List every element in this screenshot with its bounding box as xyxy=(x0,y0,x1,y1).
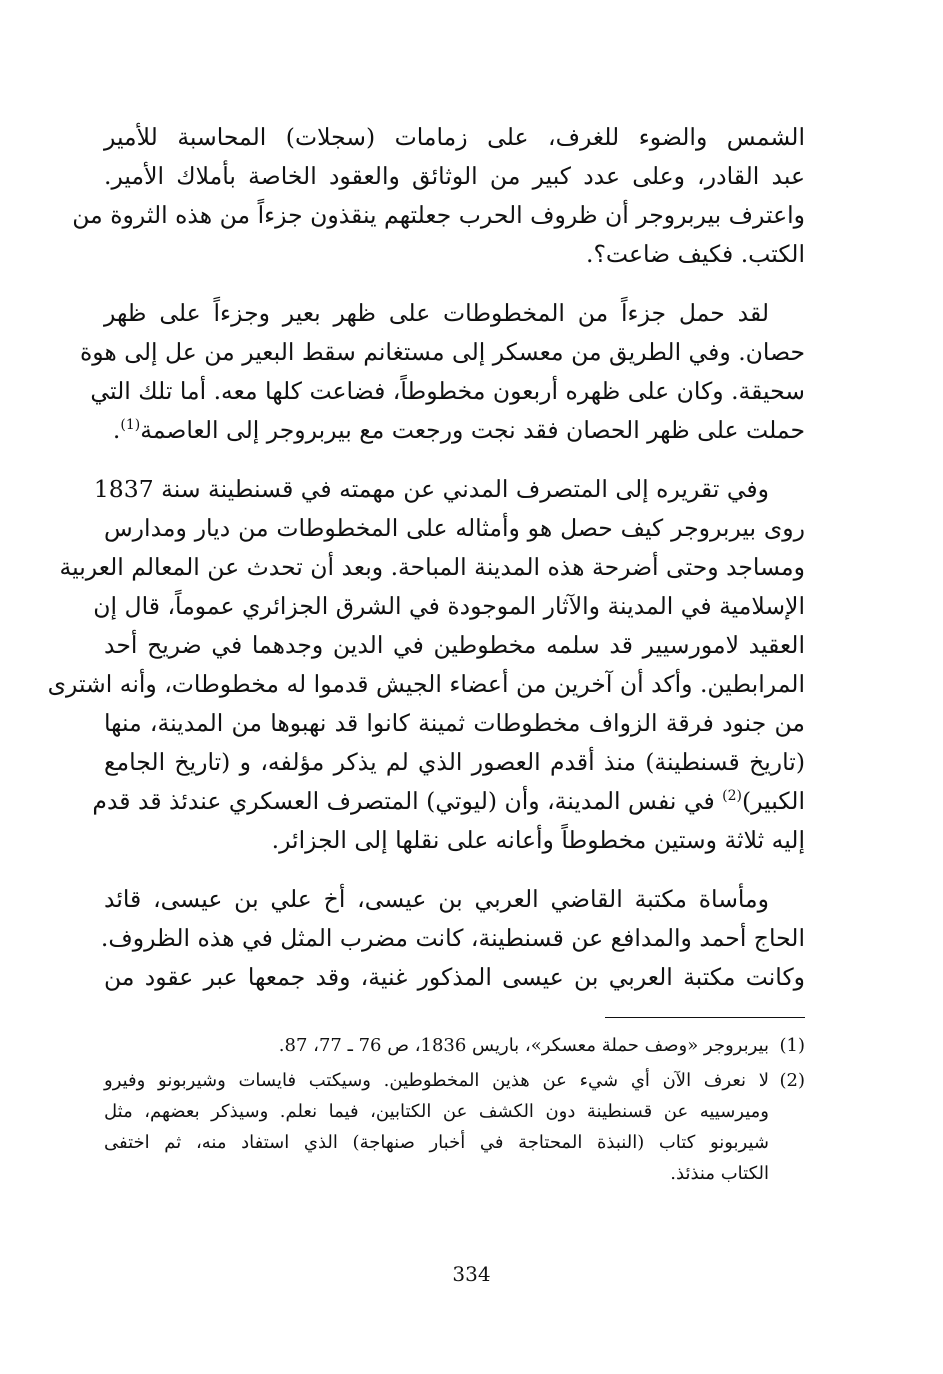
footnote-ref[interactable]: (1) xyxy=(120,417,141,434)
text-line: واعترف بيربروجر أن ظروف الحرب جعلتهم ينقذون جزءاً من هذه الثروة من xyxy=(72,201,805,229)
footnote-line: شيربونو كتاب (النبذة المحتاجة في أخبار صنهاجة) الذي استفاد منه، ثم اختفى xyxy=(104,1132,769,1153)
text-fragment: . xyxy=(112,416,121,444)
text-line: وكانت مكتبة العربي بن عيسى المذكور غنية، وقد جمعها عبر عقود من xyxy=(104,963,805,991)
footnote-number: (2) xyxy=(779,1070,805,1091)
footnote-ref[interactable]: (2) xyxy=(722,788,743,805)
text-line: روى بيربروجر كيف حصل هو وأمثاله على المخطوطات من ديار ومدارس xyxy=(104,514,805,542)
text-line: وفي تقريره إلى المتصرف المدني عن مهمته في قسنطينة سنة 1837 xyxy=(93,475,769,503)
text-line: لقد حمل جزءاً من المخطوطات على ظهر بعير وجزءاً على ظهر xyxy=(104,299,769,327)
text-line: ومأساة مكتبة القاضي العربي بن عيسى، أخ علي بن عيسى، قائد xyxy=(104,885,769,913)
text-line: من جنود فرقة الزواف مخطوطات ثمينة كانوا قد نهبوها من المدينة، منها xyxy=(104,709,805,737)
text-line: المرابطين. وأكد أن آخرين من أعضاء الجيش قدموا له مخطوطات، وأنه اشترى xyxy=(47,670,805,698)
footnote-line: الكتاب منذئذ. xyxy=(670,1163,769,1184)
paragraph-1 xyxy=(72,118,805,274)
footnote-divider xyxy=(605,1017,805,1018)
text-line: حصان. وفي الطريق من معسكر إلى مستغانم سقط البعير من عل إلى هوة xyxy=(79,338,805,366)
text-line: العقيد لامورسيير قد سلمه مخطوطين في الدين وجدهما في ضريح أحد xyxy=(104,631,805,659)
footnote-line: بيربروجر «وصف حملة معسكر»، باريس 1836، ص 76 ـ 77، 87. xyxy=(278,1035,769,1056)
paragraph-2 xyxy=(79,294,805,450)
text-line: الحاج أحمد والمدافع عن قسنطينة، كانت مضرب المثل في هذه الظروف. xyxy=(100,924,805,952)
text-fragment: في نفس المدينة، وأن (ليوتي) المتصرف العسكري عندئذ قد قدم xyxy=(92,787,723,815)
footnotes xyxy=(104,1030,805,1189)
body-text xyxy=(47,118,805,997)
text-fragment: الكبير) xyxy=(742,787,805,815)
text-line: عبد القادر، وعلى عدد كبير من الوثائق والعقود الخاصة بأملاك الأمير. xyxy=(104,162,805,190)
text-line: الشمس والضوء للغرف، على زمامات (سجلات) المحاسبة للأمير xyxy=(104,123,805,151)
text-line xyxy=(92,782,805,821)
text-line: الكتب. فكيف ضاعت؟. xyxy=(585,240,805,268)
footnote-text xyxy=(104,1065,769,1189)
footnote-line: لا نعرف الآن أي شيء عن هذين المخطوطين. وسيكتب فايسات وشيربونو وفيرو xyxy=(104,1070,769,1091)
text-line xyxy=(104,411,805,450)
paragraph-4 xyxy=(100,880,805,997)
footnote-number: (1) xyxy=(779,1035,805,1056)
text-line: الإسلامية في المدينة والآثار الموجودة في الشرق الجزائري عموماً، قال إن xyxy=(93,592,805,620)
text-line: ومساجد وحتى أضرحة هذه المدينة المباحة. وبعد أن تحدث عن المعالم العربية xyxy=(59,553,805,581)
text-line: سحيقة. وكان على ظهره أربعون مخطوطاً، فضاعت كلها معه. أما تلك التي xyxy=(90,377,805,405)
footnote-2 xyxy=(104,1065,805,1189)
page-number: 334 xyxy=(452,1262,491,1286)
footnote-text xyxy=(104,1030,769,1061)
text-line: (تاريخ قسنطينة) منذ أقدم العصور الذي لم يذكر مؤلفه، و (تاريخ الجامع xyxy=(104,748,805,776)
paragraph-3 xyxy=(47,470,805,860)
footnote-1 xyxy=(104,1030,805,1061)
text-fragment: حملت على ظهر الحصان فقد نجت ورجعت مع بيربروجر إلى العاصمة xyxy=(140,416,805,444)
text-line: إليه ثلاثة وستين مخطوطاً وأعانه على نقلها إلى الجزائر. xyxy=(271,826,805,854)
footnote-line: وميرسييه عن قسنطينة دون الكشف عن الكتابين، فيما نعلم. وسيذكر بعضهم، مثل xyxy=(104,1101,769,1122)
